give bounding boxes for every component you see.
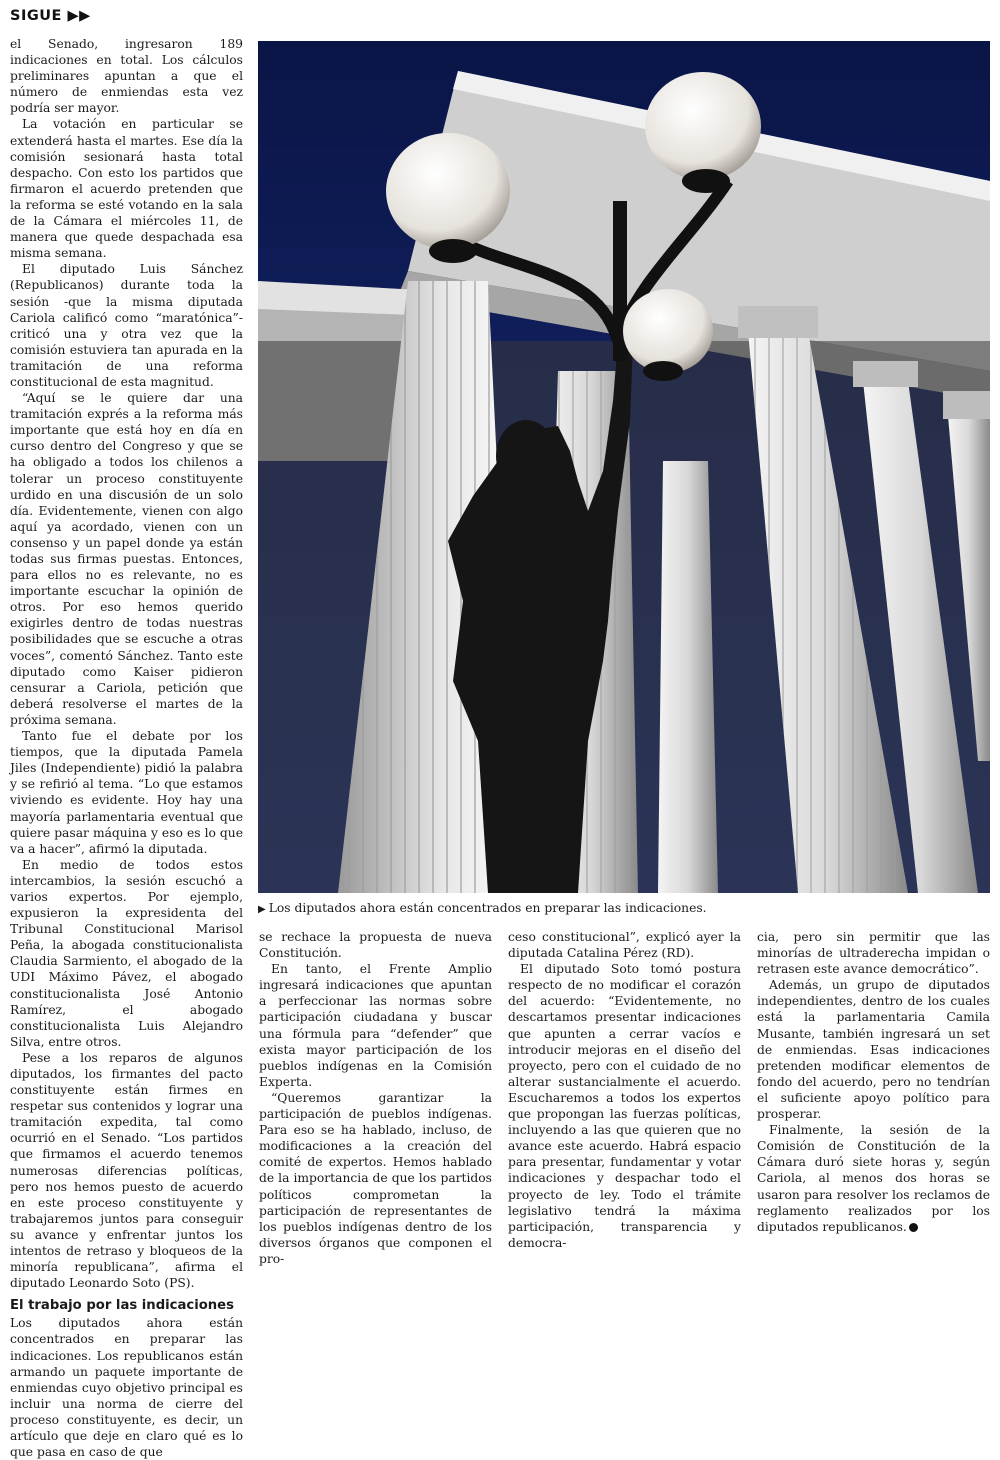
paragraph: Pese a los reparos de algunos diputados, los firmantes del pacto constituyente están firmes en respetar sus contenidos y lograr una tramitación expedita, tal como ocurrió en el Senado. “Los partidos que firmamos el acuerdo tenemos numerosas diferencias políticas, pero nos hemos puesto de acuerdo en este proceso constituyente y trabajaremos juntos para conseguir su avance y enfrentar juntos los intentos de retraso y bloqueos de la minoría republicana”, afirma el diputado Leonardo Soto (PS).	[10, 1050, 243, 1291]
paragraph: El diputado Luis Sánchez (Republicanos) durante toda la sesión -que la misma diputada Cariola calificó como “maratónica”- criticó una y otra vez que la comisión estuviera tan apurada en la tramitación de una reforma constitucional de esta magnitud.	[10, 262, 243, 389]
left-text-column	[10, 36, 243, 1460]
paragraph: ceso constitucional”, explicó ayer la diputada Catalina Pérez (RD).	[508, 930, 741, 961]
paragraph: Además, un grupo de diputados independientes, dentro de los cuales está la parlamentaria Camila Musante, también ingresará un set de enmiendas. Esas indicaciones pretenden modificar elementos de fondo del acuerdo, pero no tendrían el suficiente apoyo político para prosperar.	[757, 978, 990, 1122]
bottom-text-column-2	[508, 929, 741, 1250]
caption-text: Los diputados ahora están concentrados en preparar las indicaciones.	[268, 901, 707, 915]
paragraph: el Senado, ingresaron 189 indicaciones en total. Los cálculos preliminares apuntan a que el número de enmiendas esta vez podría ser mayor.	[10, 37, 243, 116]
section-subhead: El trabajo por las indicaciones	[10, 1298, 234, 1314]
paragraph: La votación en particular se extenderá hasta el martes. Ese día la comisión sesionará hasta total despacho. Con esto los partidos que firmaron el acuerdo pretenden que la reforma se esté votando en la sala de la Cámara el miércoles 11, de manera que quede despachada esa misma semana.	[10, 117, 243, 261]
photo-caption	[258, 900, 990, 918]
paragraph: “Queremos garantizar la participación de pueblos indígenas. Para eso se ha hablado, incluso, de modificaciones a la creación del comité de expertos. Hemos hablado de la importancia de que los partidos políticos comprometan la participación de representantes de los pueblos indígenas dentro de los diversos órganos que componen el pro-	[259, 1090, 492, 1266]
paragraph-text: Finalmente, la sesión de la Comisión de Constitución de la Cámara duró siete horas y, según Cariola, al menos dos horas se usaron para resolver los reclamos de reglamento realizados por los diputados republicanos.	[757, 1123, 990, 1234]
paragraph: En tanto, el Frente Amplio ingresará indicaciones que apuntan a perfeccionar las normas sobre participación ciudadana y buscar una fórmula para “defender” que exista mayor participación de los pueblos indígenas en la Comisión Experta.	[259, 962, 492, 1089]
bottom-text-column-1	[259, 929, 492, 1266]
paragraph: se rechace la propuesta de nueva Constitución.	[259, 930, 492, 961]
paragraph: Los diputados ahora están concentrados en preparar las indicaciones. Los republicanos están armando un paquete importante de enmiendas cuyo objetivo principal es incluir una norma de cierre del proceso constituyente, es decir, un artículo que deje en claro qué es lo que pasa en caso de que	[10, 1316, 243, 1460]
paragraph: cia, pero sin permitir que las minorías de ultraderecha impidan o retrasen este avance democrático”.	[757, 930, 990, 977]
paragraph	[757, 1122, 990, 1235]
paragraph: En medio de todos estos intercambios, la sesión escuchó a varios expertos. Por ejemplo, expusieron la expresidenta del Tribunal Constitucional Marisol Peña, la abogada constitucionalista Claudia Sarmiento, el abogado de la UDI Máximo Pávez, el abogado constitucionalista José Antonio Ramírez, el abogado constitucionalista Luis Alejandro Silva, entre otros.	[10, 857, 243, 1049]
paragraph: Tanto fue el debate por los tiempos, que la diputada Pamela Jiles (Independiente) pidió la palabra y se refirió al tema. “Lo que estamos viviendo es evidente. Hoy hay una mayoría parlamentaria eventual que quiere pasar máquina y eso es lo que va a hacer”, afirmó la diputada.	[10, 729, 243, 856]
end-of-article-icon	[909, 1223, 918, 1232]
paragraph: “Aquí se le quiere dar una tramitación exprés a la reforma más importante que está hoy en día en curso dentro del Congreso y que se ha obligado a todos los chilenos a tolerar un proceso constituyente urdido en una discusión de un solo día. Evidentemente, vienen con algo aquí ya acordado, vienen con un consenso y un papel donde ya están todas sus firmas puestas. Entonces, para ellos no es relevante, no es importante escuchar la opinión de otros. Por eso hemos querido exigirles dentro de todas nuestras posibilidades que se escuche a otras voces”, comentó Sánchez. Tanto este diputado como Kaiser pidieron censurar a Cariola, petición que deberá resolverse el martes de la próxima semana.	[10, 391, 243, 727]
caption-marker-icon: ▶	[258, 904, 266, 915]
congress-statue-photo	[258, 41, 990, 893]
bottom-text-column-3	[757, 929, 990, 1234]
paragraph: El diputado Soto tomó postura respecto de no modificar el corazón del acuerdo: “Evidentemente, no descartamos presentar indicaciones que apunten a cerrar vacíos e introducir mejoras en el diseño del proyecto, pero con el cuidado de no alterar sustancialmente el acuerdo. Escucharemos a todos los expertos que propongan las fuerzas políticas, incluyendo a las que quieren que no avance este acuerdo. Habrá espacio para presentar, fundamentar y votar indicaciones y despachar todo el proyecto de ley. Todo el trámite legislativo tendrá la máxima participación, transparencia y democra-	[508, 962, 741, 1250]
sigue-label: SIGUE ▶▶	[10, 8, 91, 24]
